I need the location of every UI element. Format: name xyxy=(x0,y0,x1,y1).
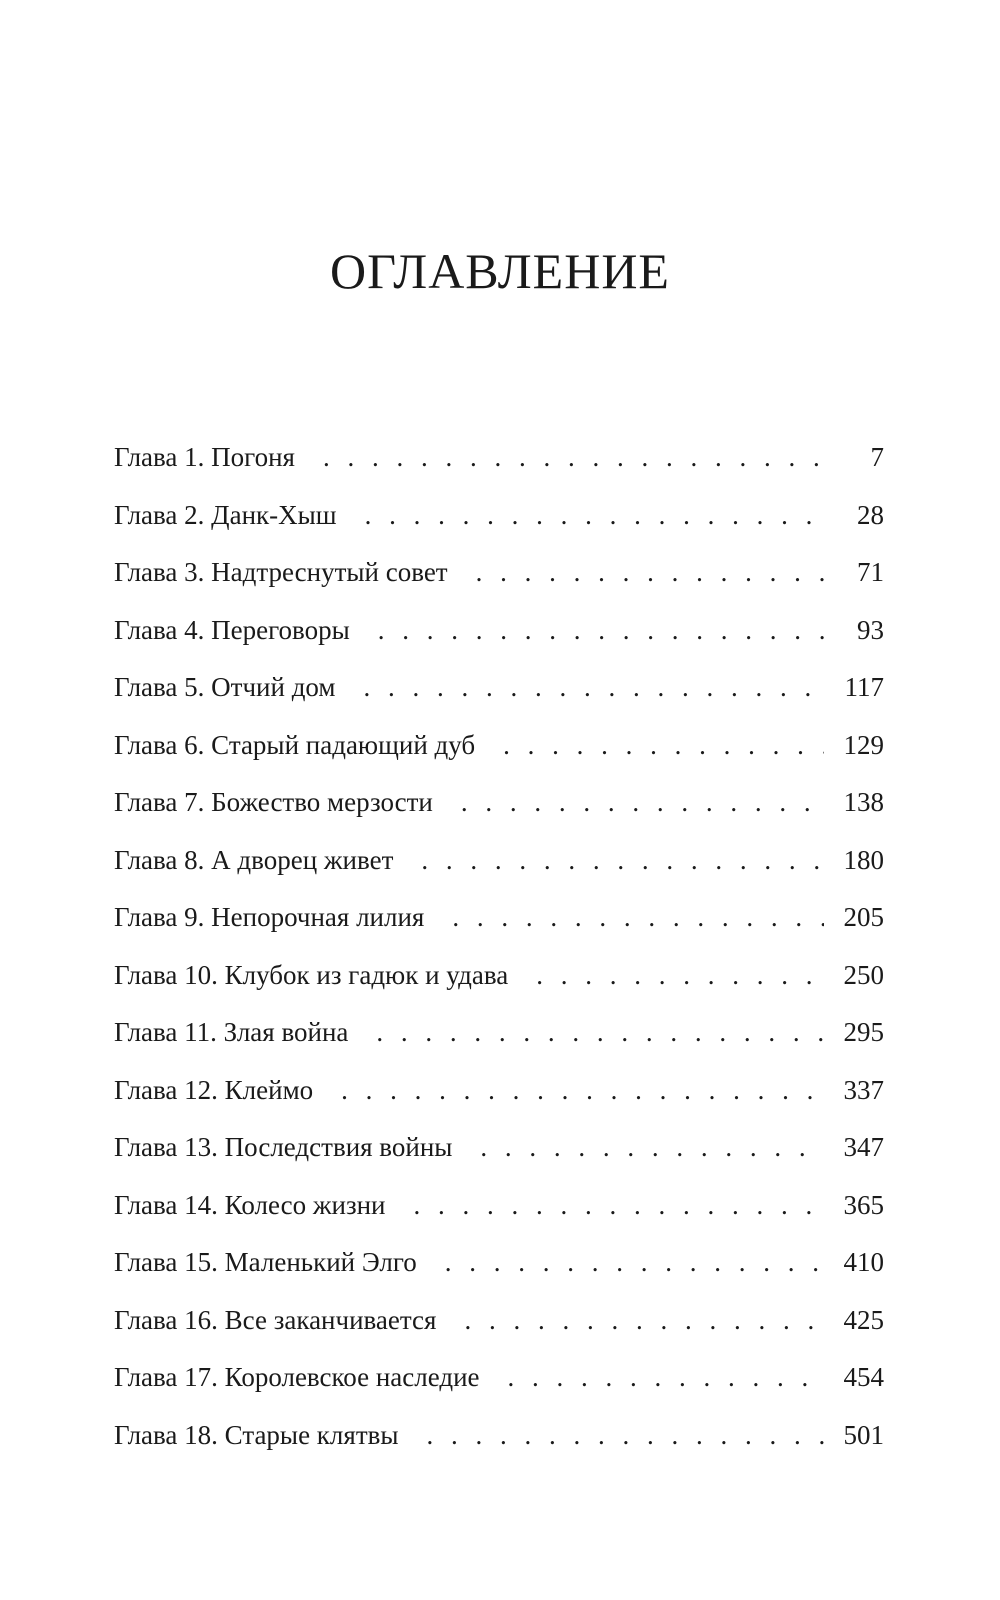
toc-leader-dots xyxy=(508,1364,824,1391)
toc-entry xyxy=(114,444,884,502)
toc-entry-page: 250 xyxy=(843,959,884,990)
toc-entry-page: 93 xyxy=(857,614,884,645)
toc-leader-dots xyxy=(365,502,824,529)
toc-leader-dots xyxy=(364,674,825,701)
toc-entry xyxy=(114,499,884,560)
toc-leader-dots xyxy=(341,1077,823,1104)
toc-entry-label: Глава 17. Королевское наследие xyxy=(114,1362,480,1392)
toc-entry-label: Глава 6. Старый падающий дуб xyxy=(114,729,476,760)
toc-entry xyxy=(114,1419,884,1480)
toc-entry xyxy=(114,674,884,732)
toc-leader-dots xyxy=(445,1249,824,1276)
toc-entry-page: 7 xyxy=(870,442,884,472)
toc-entry-label: Глава 10. Клубок из гадюк и удава xyxy=(114,959,509,990)
toc-entry-page: 347 xyxy=(843,1132,884,1162)
toc-entry-label: Глава 2. Данк-Хыш xyxy=(114,499,337,530)
toc-entry xyxy=(114,1304,884,1365)
toc-entry-page: 28 xyxy=(857,499,884,530)
toc-leader-dots xyxy=(503,732,823,759)
toc-entry-page: 295 xyxy=(843,1017,884,1047)
toc-entry-page: 410 xyxy=(843,1247,884,1277)
toc-entry xyxy=(114,729,884,790)
toc-leader-dots xyxy=(452,904,823,931)
toc-leader-dots xyxy=(376,1019,823,1046)
toc-entry-label: Глава 11. Злая война xyxy=(114,1017,349,1047)
toc-entry xyxy=(114,1249,884,1307)
toc-leader-dots xyxy=(536,962,823,989)
toc-entry xyxy=(114,904,884,962)
toc-entry-label: Глава 1. Погоня xyxy=(114,442,295,472)
toc-entry-label: Глава 15. Маленький Элго xyxy=(114,1247,417,1277)
toc-entry xyxy=(114,1019,884,1077)
toc-leader-dots xyxy=(461,789,824,816)
toc-entry xyxy=(114,1074,884,1135)
toc-leader-dots xyxy=(378,617,824,644)
toc-leader-dots xyxy=(464,1307,823,1334)
toc-leader-dots xyxy=(323,444,824,471)
toc-entry-label: Глава 12. Клеймо xyxy=(114,1074,314,1105)
toc-entry-label: Глава 13. Последствия войны xyxy=(114,1132,453,1162)
toc-entry-label: Глава 8. А дворец живет xyxy=(114,844,394,875)
toc-entry xyxy=(114,614,884,675)
toc-entry-page: 365 xyxy=(843,1189,884,1220)
table-of-contents xyxy=(114,444,884,1479)
toc-entry xyxy=(114,1134,884,1192)
toc-entry-label: Глава 9. Непорочная лилия xyxy=(114,902,425,932)
toc-entry-page: 129 xyxy=(843,729,884,760)
toc-entry xyxy=(114,1189,884,1250)
toc-entry xyxy=(114,844,884,905)
toc-leader-dots xyxy=(427,1422,824,1449)
toc-entry-label: Глава 4. Переговоры xyxy=(114,614,350,645)
toc-entry-page: 501 xyxy=(843,1419,884,1450)
toc-entry-page: 180 xyxy=(843,844,884,875)
toc-entry-page: 71 xyxy=(857,557,884,587)
toc-entry-page: 425 xyxy=(843,1304,884,1335)
toc-entry-label: Глава 5. Отчий дом xyxy=(114,672,336,702)
toc-entry-page: 205 xyxy=(843,902,884,932)
toc-entry xyxy=(114,789,884,847)
toc-entry-label: Глава 7. Божество мерзости xyxy=(114,787,433,817)
toc-entry-label: Глава 16. Все заканчивается xyxy=(114,1304,437,1335)
toc-entry-page: 337 xyxy=(843,1074,884,1105)
toc-entry xyxy=(114,1364,884,1422)
toc-entry xyxy=(114,959,884,1020)
toc-leader-dots xyxy=(480,1134,823,1161)
toc-entry-page: 454 xyxy=(843,1362,884,1392)
toc-entry-page: 138 xyxy=(843,787,884,817)
page-title: ОГЛАВЛЕНИЕ xyxy=(330,243,670,299)
toc-entry-label: Глава 18. Старые клятвы xyxy=(114,1419,399,1450)
toc-entry-label: Глава 14. Колесо жизни xyxy=(114,1189,386,1220)
toc-leader-dots xyxy=(414,1192,824,1219)
toc-leader-dots xyxy=(421,847,823,874)
toc-entry-label: Глава 3. Надтреснутый совет xyxy=(114,557,448,587)
toc-entry-page: 117 xyxy=(844,672,884,702)
toc-leader-dots xyxy=(476,559,824,586)
toc-entry xyxy=(114,559,884,617)
